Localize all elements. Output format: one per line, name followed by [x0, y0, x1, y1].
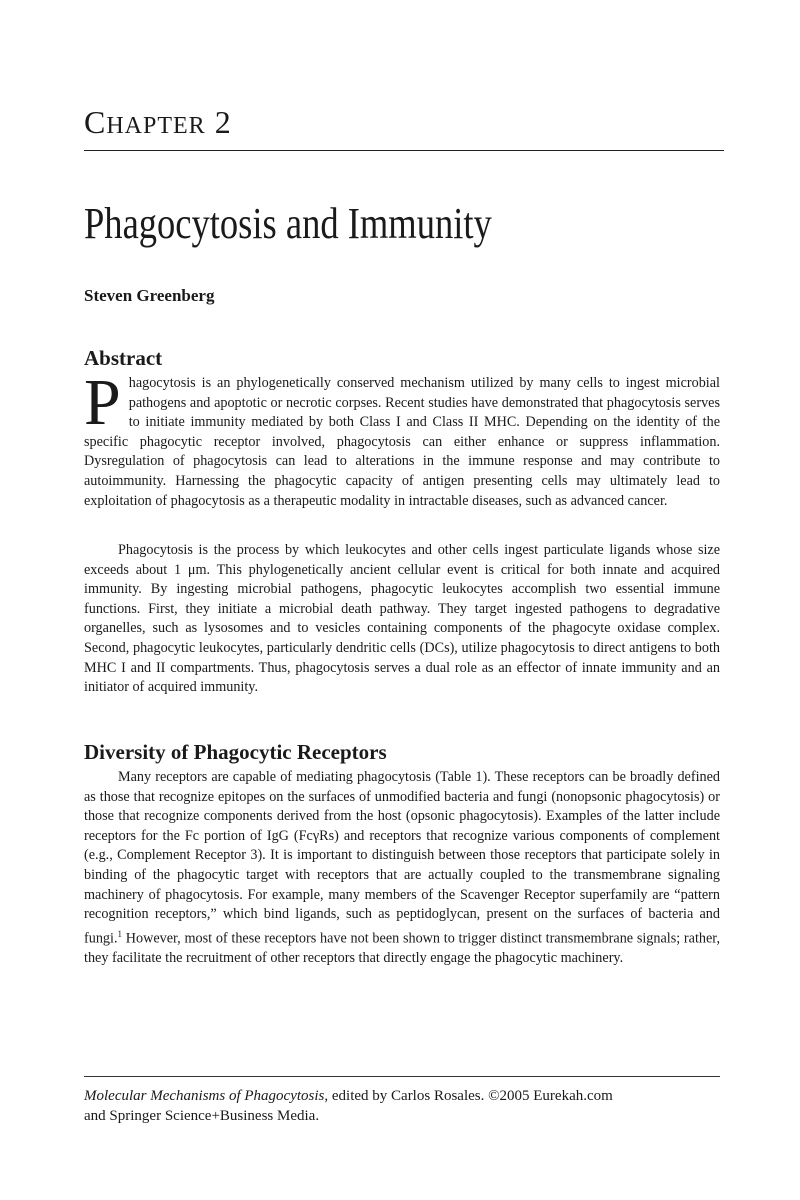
abstract-paragraph-2: Phagocytosis is the process by which leukocytes and other cells ingest particulate ligands whose size exceeds about 1 μm. This phylogenetically ancient cellular event is critical for both innate and acquired immunity. By ingesting microbial pathogens, phagocytic leukocytes accomplish two essential immune functions. First, they initiate a microbial death pathway. They target ingested pathogens to degradative organelles, such as lysosomes and to vesicles containing components of the phagocyte oxidase complex. Second, phagocytic leukocytes, particularly dendritic cells (DCs), utilize phagocytosis to direct antigens to both MHC I and II compartments. Thus, phagocytosis serves a dual role as an effector of innate immunity and an initiator of acquired immunity.	[84, 542, 720, 696]
footer-divider	[84, 1076, 720, 1077]
chapter-word: HAPTER	[106, 113, 206, 139]
chapter-number: 2	[214, 104, 232, 140]
author-name: Steven Greenberg	[84, 286, 215, 305]
drop-cap: P	[84, 366, 121, 439]
diversity-paragraph-1-text: Many receptors are capable of mediating phagocytosis (Table 1). These receptors can be broadly defined as those that recognize epitopes on the surfaces of unmodified bacteria and fungi (nonopsonic phagocytosis) or those that recognize components derived from the host (opsonic phagocytosis). Examples of the latter include receptors for the Fc portion of IgG (FcγRs) and receptors that recognize various components of complement (e.g., Complement Receptor 3). It is important to distinguish between those receptors that participate solely in binding of the phagocytic target with receptors that are actually coupled to the transmembrane signaling machinery of phagocytosis. For example, many members of the Scavenger Receptor superfamily are “pattern recognition receptors,” which bind ligands, such as peptidoglycan, present on the surfaces of bacteria and fungi.	[84, 769, 720, 947]
footer-book-title: Molecular Mechanisms of Phagocytosis	[84, 1088, 325, 1104]
abstract-paragraph-1	[84, 366, 720, 511]
section-heading-diversity: Diversity of Phagocytic Receptors	[84, 740, 387, 764]
chapter-initial: C	[84, 104, 107, 140]
abstract-heading: Abstract	[84, 346, 163, 370]
footer-citation-line2: and Springer Science+Business Media.	[84, 1108, 320, 1124]
footer-citation	[84, 1086, 613, 1126]
footer-citation-rest: , edited by Carlos Rosales. ©2005 Eurekah.com	[324, 1088, 613, 1104]
abstract-paragraph-1-text: hagocytosis is an phylogenetically conserved mechanism utilized by many cells to ingest microbial pathogens and apoptotic or necrotic corpses. Recent studies have demonstrated that phagocytosis serves to initiate immunity mediated by both Class I and Class II MHC. Depending on the identity of the specific phagocytic receptor involved, phagocytosis can either enhance or suppress inflammation. Dysregulation of phagocytosis can lead to alterations in the immune response and may contribute to autoimmunity. Harnessing the phagocytic capacity of antigen presenting cells may ultimately lead to exploitation of phagocytosis as a therapeutic modality in intractable diseases, such as advanced cancer.	[84, 375, 720, 509]
diversity-paragraph-1	[84, 768, 720, 969]
chapter-title: Phagocytosis and Immunity	[84, 199, 492, 248]
chapter-heading	[84, 104, 724, 151]
footnote-ref-1[interactable]: 1	[117, 928, 122, 939]
diversity-paragraph-1-tail: However, most of these receptors have not been shown to trigger distinct transmembrane signals; rather, they facilitate the recruitment of other receptors that directly engage the phagocytic machinery.	[84, 930, 720, 967]
